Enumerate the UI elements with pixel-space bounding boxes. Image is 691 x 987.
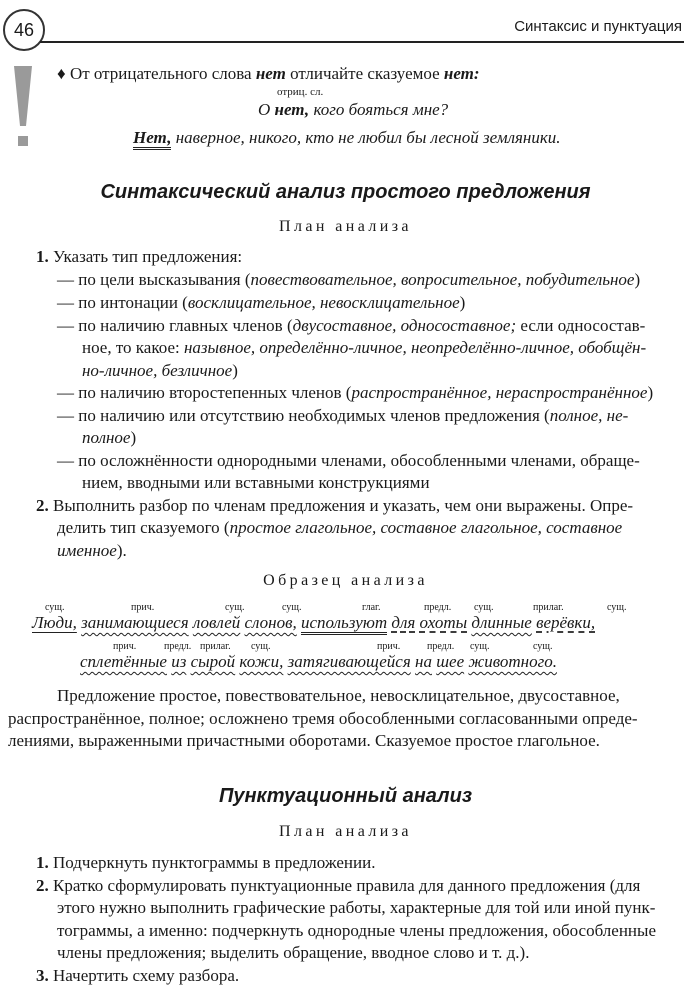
pos-label: прилаг. [533, 602, 564, 613]
sample-line-2: сплетённые из сырой кожи, затягивающейся на шее животного. [80, 652, 557, 671]
list-item-cont: именное). [57, 541, 127, 560]
plan-title: План анализа [279, 823, 412, 840]
list-subitem-cont: полное) [82, 428, 137, 447]
list-subitem: — по интонации (восклицательное, невосклицательное) [57, 293, 466, 312]
pos-label: сущ. [251, 641, 271, 652]
pos-label: предл. [427, 641, 455, 652]
pos-label: предл. [164, 641, 192, 652]
diamond-bullet-icon: ♦ [57, 64, 66, 83]
list-item-cont: делить тип сказуемого (простое глагольное, составное глагольное, составное [57, 518, 623, 537]
list-item-cont: этого нужно выполнить графические работы, характерные для той или иной пунк- [57, 898, 656, 917]
list-item: 1. Указать тип предложения: [36, 247, 243, 266]
pos-label: сущ. [474, 602, 494, 613]
example-1: О нет, кого бояться мне? [258, 100, 449, 119]
pos-label: прилаг. [200, 641, 231, 652]
page-number-badge [3, 9, 45, 51]
pos-label: предл. [424, 602, 452, 613]
page-number: 46 [13, 19, 35, 40]
list-subitem-cont: ное, то какое: назывное, определённо-личное, неопределённо-личное, обобщён- [82, 338, 647, 357]
plan-title: План анализа [279, 218, 412, 235]
list-item: 2. Выполнить разбор по членам предложения и указать, чем они выражены. Опре- [36, 496, 634, 515]
list-item-cont: члены предложения; выделить обращение, вводное слово и т. д.). [57, 943, 530, 962]
list-subitem: — по цели высказывания (повествовательное, вопросительное, побудительное) [57, 270, 641, 289]
list-item: 1. Подчеркнуть пунктограммы в предложении. [36, 853, 376, 872]
list-subitem-cont: но-личное, безличное) [82, 361, 238, 380]
conclusion-line: Предложение простое, повествовательное, невосклицательное, двусоставное, [57, 686, 620, 705]
pos-label: глаг. [362, 602, 381, 613]
pos-label: прич. [113, 641, 137, 652]
list-subitem: — по наличию или отсутствию необходимых членов предложения (полное, не- [57, 406, 629, 425]
list-subitem: — по осложнённости однородными членами, обособленными членами, обраще- [57, 451, 640, 470]
conclusion-line: распространённое, полное; осложнено тремя обособленными согласованными опреде- [8, 709, 638, 728]
list-item-cont: тограммы, а именно: подчеркнуть однородные члены предложения, обособленные [57, 921, 656, 940]
pos-label: сущ. [470, 641, 490, 652]
pos-label: прич. [131, 602, 155, 613]
exclamation-icon [12, 66, 34, 152]
header-rule [40, 41, 684, 43]
sample-title: Образец анализа [263, 572, 428, 589]
pos-label: прич. [377, 641, 401, 652]
conclusion-line: лениями, выраженными причастными оборотами. Сказуемое простое глагольное. [8, 731, 600, 750]
section-title-syntax: Синтаксический анализ простого предложения [100, 181, 591, 203]
annotation-label: отриц. сл. [277, 86, 324, 98]
pos-label: сущ. [282, 602, 302, 613]
note-line: ♦ От отрицательного слова нет отличайте сказуемое нет: [57, 64, 480, 83]
pos-label: сущ. [533, 641, 553, 652]
pos-label: сущ. [607, 602, 627, 613]
list-subitem-cont: нием, вводными или вставными конструкциями [82, 473, 430, 492]
example-2: Нет, наверное, никого, кто не любил бы лесной земляники. [133, 127, 561, 149]
section-title-punctuation: Пунктуационный анализ [218, 785, 473, 807]
list-item: 3. Начертить схему разбора. [36, 966, 240, 985]
list-subitem: — по наличию главных членов (двусоставное, односоставное; если односостав- [57, 316, 646, 335]
list-item: 2. Кратко сформулировать пунктуационные правила для данного предложения (для [36, 876, 641, 895]
pos-label: сущ. [225, 602, 245, 613]
list-subitem: — по наличию второстепенных членов (распространённое, нераспространённое) [57, 383, 654, 402]
pos-label: сущ. [45, 602, 65, 613]
running-title: Синтаксис и пунктуация [514, 18, 682, 35]
sample-line-1: Люди, занимающиеся ловлей слонов, используют для охоты длинные верёвки, [32, 612, 595, 634]
